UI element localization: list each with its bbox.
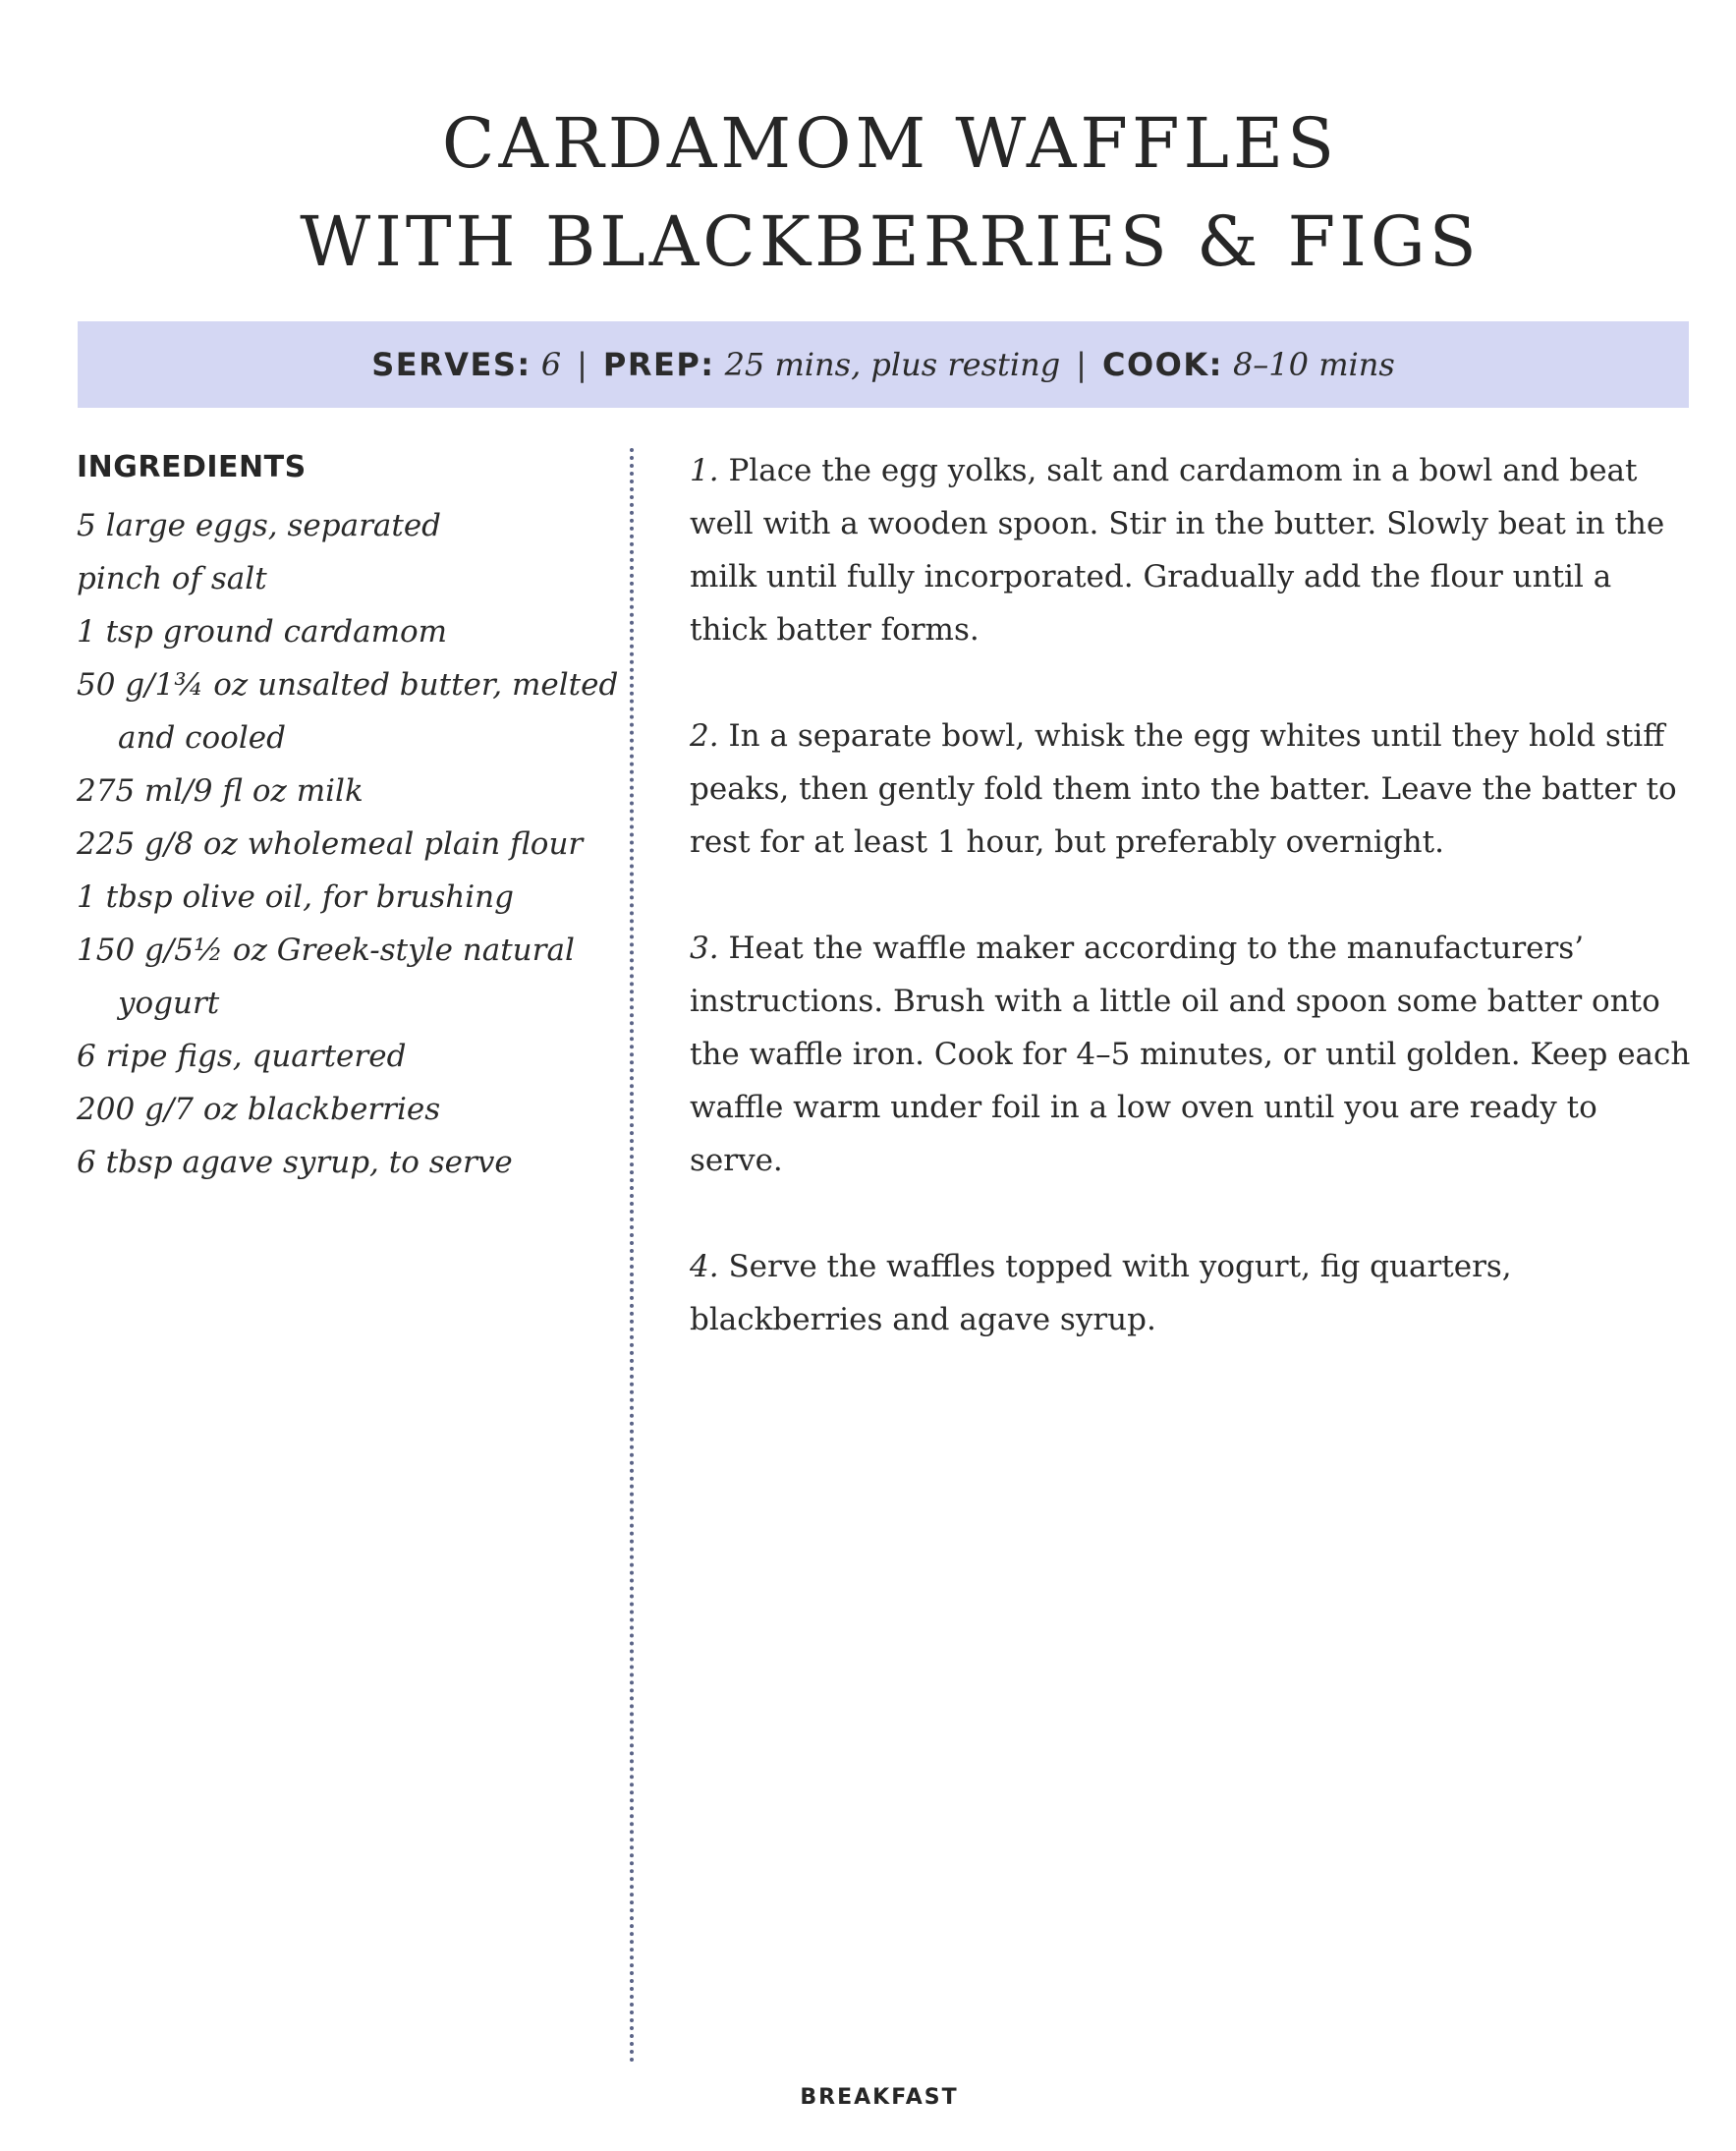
ingredient-item: 275 ml/9 fl oz milk — [77, 773, 364, 809]
step-text: Heat the waffle maker according to the manufacturers’ instructions. Brush with a little oil and spoon some batter onto the waffle iron. Cook for 4–5 minutes, or until golden. Keep each waffle warm under foil in a low oven until you are ready to serve. — [690, 931, 1691, 1178]
method-section — [690, 444, 1697, 1399]
method-step — [690, 444, 1697, 656]
serves-label: SERVES: — [371, 346, 532, 383]
step-text: Place the egg yolks, salt and cardamom in a bowl and beat well with a wooden spoon. Stir in the butter. Slowly beat in the milk until fully incorporated. Gradually add the flour until a thick batter forms. — [690, 453, 1665, 648]
ingredient-item: 1 tsp ground cardamom — [77, 614, 448, 650]
column-divider — [630, 448, 634, 2064]
method-step — [690, 1240, 1697, 1346]
cook-label: COOK: — [1101, 346, 1223, 383]
step-text: Serve the waffles topped with yogurt, fig quarters, blackberries and agave syrup. — [690, 1249, 1512, 1337]
ingredient-item: 150 g/5½ oz Greek-style natural yogurt — [77, 933, 575, 1021]
prep-value: 25 mins, plus resting — [724, 346, 1061, 383]
step-number: 1. — [690, 453, 719, 488]
ingredient-item: 1 tbsp olive oil, for brushing — [77, 879, 514, 915]
ingredients-section — [77, 444, 627, 1189]
prep-label: PREP: — [602, 346, 715, 383]
method-step — [690, 922, 1697, 1187]
ingredient-item: pinch of salt — [77, 561, 267, 596]
ingredient-item: 6 ripe figs, quartered — [77, 1039, 407, 1074]
ingredient-item: 6 tbsp agave syrup, to serve — [77, 1145, 513, 1180]
ingredients-heading: INGREDIENTS — [77, 450, 307, 484]
method-step — [690, 709, 1697, 869]
section-footer: BREAKFAST — [800, 2085, 959, 2110]
info-separator: | — [1076, 346, 1087, 383]
step-number: 4. — [690, 1249, 719, 1284]
ingredient-item: 200 g/7 oz blackberries — [77, 1092, 441, 1127]
ingredient-item: 50 g/1¾ oz unsalted butter, melted and cooled — [77, 667, 619, 756]
recipe-info-bar — [78, 321, 1689, 408]
recipe-title-line-1: CARDAMOM WAFFLES — [441, 103, 1339, 184]
recipe-title — [0, 94, 1736, 291]
ingredient-item: 5 large eggs, separated — [77, 508, 442, 543]
info-separator: | — [577, 346, 588, 383]
step-number: 2. — [690, 718, 719, 754]
cook-value: 8–10 mins — [1232, 346, 1395, 383]
ingredient-item: 225 g/8 oz wholemeal plain flour — [77, 826, 584, 862]
serves-value: 6 — [540, 346, 562, 383]
step-text: In a separate bowl, whisk the egg whites until they hold stiff peaks, then gently fold them into the batter. Leave the batter to rest for at least 1 hour, but preferably overnight. — [690, 718, 1677, 860]
ingredients-list — [77, 499, 627, 1189]
recipe-title-line-2: WITH BLACKBERRIES & FIGS — [300, 201, 1481, 282]
step-number: 3. — [690, 931, 719, 966]
